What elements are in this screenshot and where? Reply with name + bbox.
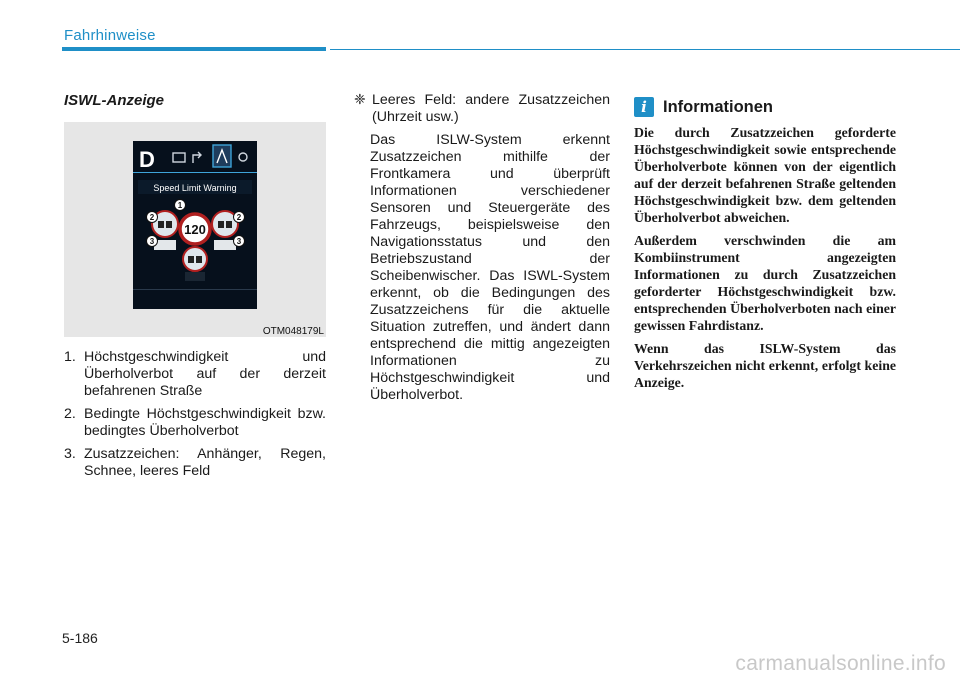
callout-3-right: 3 <box>236 237 242 246</box>
watermark: carmanualsonline.info <box>735 652 946 675</box>
info-header <box>634 97 896 117</box>
explanation-paragraph: Das ISLW-System erkennt Zusatzzeichen mithilfe der Frontkamera und überprüft Informationen verschiedener Sensoren und Steuergeräte des Fahrzeugs, beispielsweise den Navigationsstatus und den Betriebszustand der Scheibenwischer. Das ISWL-System erkennt, ob die Bedingungen des Zusatzzeichens für die aktuelle Situation zutreffen, und ändert dann entsprechend die mittig angezeigten Informationen zu Höchstgeschwindigkeit und Überholverbot. <box>370 132 610 403</box>
note-paragraph: ❈ Leeres Feld: andere Zusatzzeichen (Uhrzeit usw.) <box>354 92 610 125</box>
gear-indicator: D <box>139 147 155 172</box>
legend-list <box>64 349 326 480</box>
list-item: 2. Bedingte Höchstgeschwindigkeit bzw. bedingtes Überholverbot <box>64 406 326 439</box>
callout-3-left: 3 <box>149 237 155 246</box>
sign-cluster <box>149 211 238 281</box>
mode-icons <box>173 145 247 167</box>
turn-icon <box>193 152 201 163</box>
middle-column <box>354 92 610 410</box>
section-title: Fahrhinweise <box>64 27 156 44</box>
figure-code: OTM048179L <box>262 326 324 337</box>
info-paragraph-3: Wenn das ISLW-System das Verkehrszeichen nicht erkennt, erfolgt keine Anzeige. <box>634 341 896 390</box>
car-assist-icon <box>173 153 185 162</box>
callout-1: 1 <box>177 201 183 210</box>
cluster-display-graphic <box>133 141 257 309</box>
list-item: 1. Höchstgeschwindigkeit und Überholverbot auf der derzeit befahrenen Straße <box>64 349 326 399</box>
page-number: 5-186 <box>62 630 98 646</box>
overtake-sign-center <box>183 247 207 271</box>
info-paragraph-1: Die durch Zusatzzeichen geforderte Höchstgeschwindigkeit sowie entsprechende Überholverbote können von der eigentlich auf der derzeit befahrenen Straße geltenden Höchstgeschwindigkeit bzw. dem geltenden Überholverbot abweichen. <box>634 125 896 225</box>
cluster-screen <box>133 141 257 309</box>
left-column <box>64 92 326 486</box>
callout-2-right: 2 <box>236 213 242 222</box>
header-rule-thin <box>330 49 960 50</box>
header-rule-thick <box>62 47 326 51</box>
note-bullet-icon: ❈ <box>354 92 366 108</box>
speed-limit-warning-banner: Speed Limit Warning <box>153 183 237 193</box>
iswl-heading: ISWL-Anzeige <box>64 92 164 109</box>
supplementary-sign-center <box>185 272 205 281</box>
cluster-figure <box>64 122 326 337</box>
supplementary-sign-right <box>214 240 236 250</box>
info-paragraph-2: Außerdem verschwinden die am Kombiinstrument angezeigten Informationen zu durch Zusatzzeichen geforderter Höchstgeschwindigkeit bzw. entsprechenden Überholverboten nach einer gewissen Fahrdistanz. <box>634 233 896 333</box>
callout-2-left: 2 <box>149 213 155 222</box>
info-icon: i <box>634 97 654 117</box>
speed-limit-value: 120 <box>184 222 206 237</box>
list-item: 3. Zusatzzeichen: Anhänger, Regen, Schnee, leeres Feld <box>64 446 326 479</box>
info-box <box>634 97 896 397</box>
info-title: Informationen <box>663 97 773 116</box>
gear-icon <box>239 153 247 161</box>
